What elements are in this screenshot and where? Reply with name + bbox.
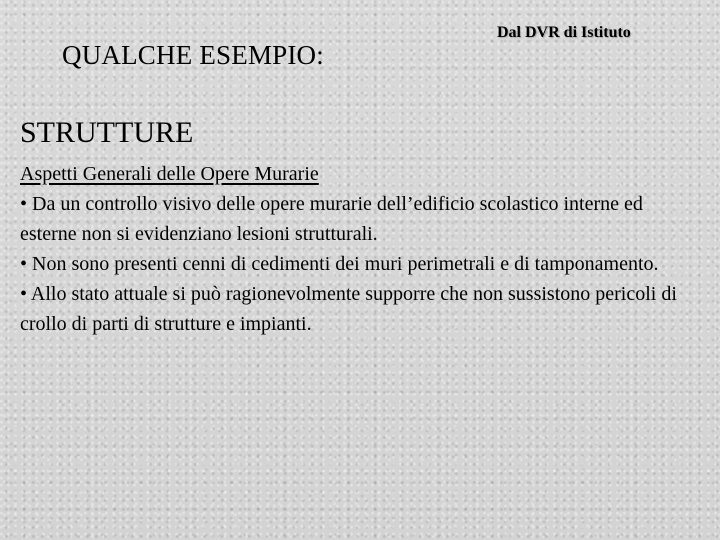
section-subtitle: Aspetti Generali delle Opere Murarie [20, 163, 319, 185]
content-body [20, 159, 700, 339]
bullet-item: • Allo stato attuale si può ragionevolmente supporre che non sussistono pericoli di crollo di parti di strutture e impianti. [20, 283, 677, 335]
bullet-item: • Non sono presenti cenni di cedimenti dei muri perimetrali e di tamponamento. [20, 253, 659, 275]
source-tag: Dal DVR di Istituto [497, 24, 631, 41]
slide-heading: QUALCHE ESEMPIO: [62, 40, 324, 70]
bullet-item: • Da un controllo visivo delle opere murarie dell’edificio scolastico interne ed esterne non si evidenziano lesioni strutturali. [20, 193, 643, 245]
section-title: STRUTTURE [20, 116, 194, 149]
